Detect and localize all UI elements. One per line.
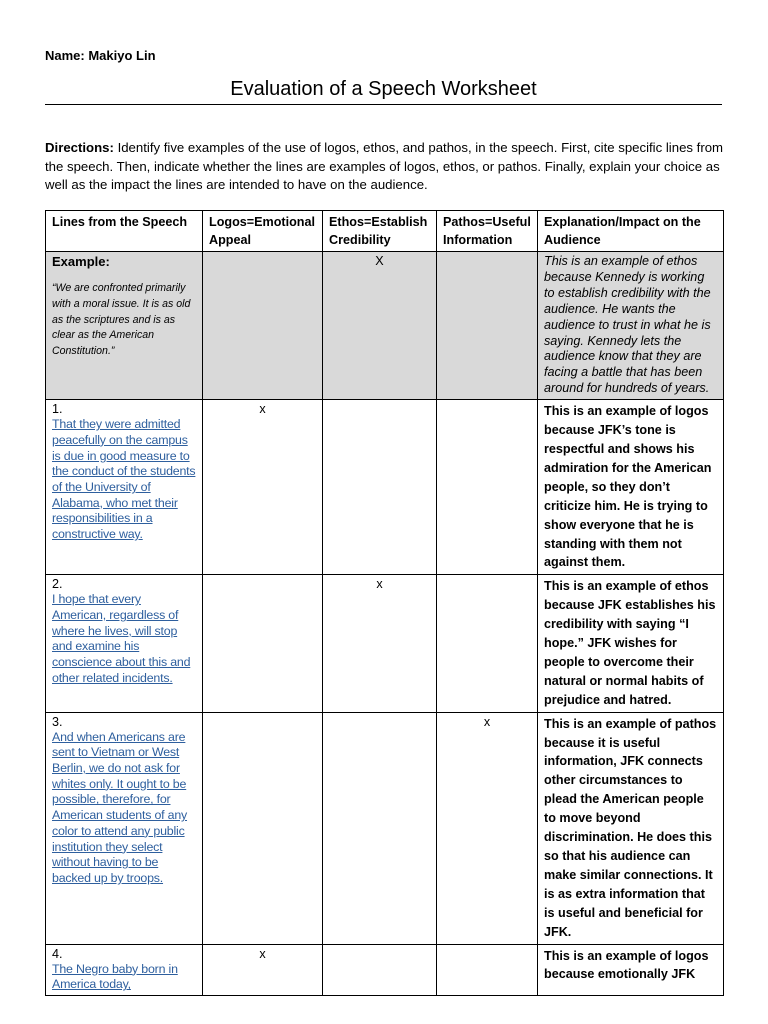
header-lines-from-speech: Lines from the Speech [46, 211, 203, 252]
row-number: 3. [52, 714, 63, 729]
table-row [46, 712, 724, 944]
directions-text: Identify five examples of the use of logos, ethos, and pathos, in the speech. First, cite specific lines from the speech. Then, indicate whether the lines are examples of logos, ethos, or pathos. Finally, explain your choice as well as the impact the lines are intended to have on the audience. [45, 140, 724, 193]
row-1-quote-cell [46, 400, 203, 575]
row-4-logos-mark: x [203, 944, 323, 995]
header-logos: Logos=Emotional Appeal [203, 211, 323, 252]
row-number: 2. [52, 577, 63, 592]
row-4-pathos-mark [437, 944, 538, 995]
row-2-quote-cell [46, 575, 203, 712]
row-4-ethos-mark [323, 944, 437, 995]
row-4-quote-cell [46, 944, 203, 995]
row-3-explanation: This is an example of pathos because it is useful information, JFK connects other circumstances to plead the American people to move beyond discrimination. He does this so that his audience can make similar connections. It is as extra information that is useful and beneficial for JFK. [538, 712, 724, 944]
directions-paragraph [45, 139, 725, 195]
row-2-ethos-mark: x [323, 575, 437, 712]
table-header-row [46, 211, 724, 252]
directions-label: Directions: [45, 140, 114, 155]
row-3-quote-cell [46, 712, 203, 944]
example-ethos-mark: X [323, 252, 437, 400]
example-label: Example: [52, 254, 110, 269]
header-pathos: Pathos=Useful Information [437, 211, 538, 252]
example-explanation: This is an example of ethos because Kennedy is working to establish credibility with the audience. He wants the audience to trust in what he is saying. Kennedy lets the audience know that they are facing a battle that has been around for hundreds of years. [538, 252, 724, 400]
evaluation-table [45, 210, 724, 996]
row-2-logos-mark [203, 575, 323, 712]
row-4-explanation: This is an example of logos because emotionally JFK [538, 944, 724, 995]
speech-quote-link[interactable]: The Negro baby born in America today, [52, 961, 178, 992]
example-quote: “We are confronted primarily with a moral issue. It is as old as the scriptures and is as clear as the American Constitution.” [52, 282, 191, 358]
example-logos-cell [203, 252, 323, 400]
row-1-ethos-mark [323, 400, 437, 575]
table-row [46, 400, 724, 575]
example-pathos-cell [437, 252, 538, 400]
header-explanation: Explanation/Impact on the Audience [538, 211, 724, 252]
row-number: 4. [52, 946, 63, 961]
row-1-pathos-mark [437, 400, 538, 575]
example-quote-cell [46, 252, 203, 400]
row-3-ethos-mark [323, 712, 437, 944]
table-row [46, 944, 724, 995]
row-3-pathos-mark: x [437, 712, 538, 944]
row-1-logos-mark: x [203, 400, 323, 575]
speech-quote-link[interactable]: And when Americans are sent to Vietnam or West Berlin, we do not ask for whites only. It ought to be possible, therefore, for American students of any color to attend any public institution they select without having to be backed up by troops. [52, 729, 188, 885]
row-2-explanation: This is an example of ethos because JFK establishes his credibility with saying “I hope.” JFK wishes for people to overcome their natural or normal habits of prejudice and hatred. [538, 575, 724, 712]
row-1-explanation: This is an example of logos because JFK’s tone is respectful and shows his admiration for the American people, so they don’t criticize him. He is trying to show everyone that he is standing with them not against them. [538, 400, 724, 575]
row-2-pathos-mark [437, 575, 538, 712]
table-row [46, 575, 724, 712]
example-row [46, 252, 724, 400]
speech-quote-link[interactable]: I hope that every American, regardless of where he lives, will stop and examine his conscience about this and other related incidents. [52, 592, 191, 685]
student-name: Name: Makiyo Lin [45, 48, 156, 63]
worksheet-title: Evaluation of a Speech Worksheet [230, 78, 537, 100]
speech-quote-link[interactable]: That they were admitted peacefully on the campus is due in good measure to the conduct of the students of the University of Alabama, who met their responsibilities in a constructive way. [52, 417, 196, 542]
header-ethos: Ethos=Establish Credibility [323, 211, 437, 252]
row-number: 1. [52, 402, 63, 417]
row-3-logos-mark [203, 712, 323, 944]
title-divider [45, 104, 722, 105]
